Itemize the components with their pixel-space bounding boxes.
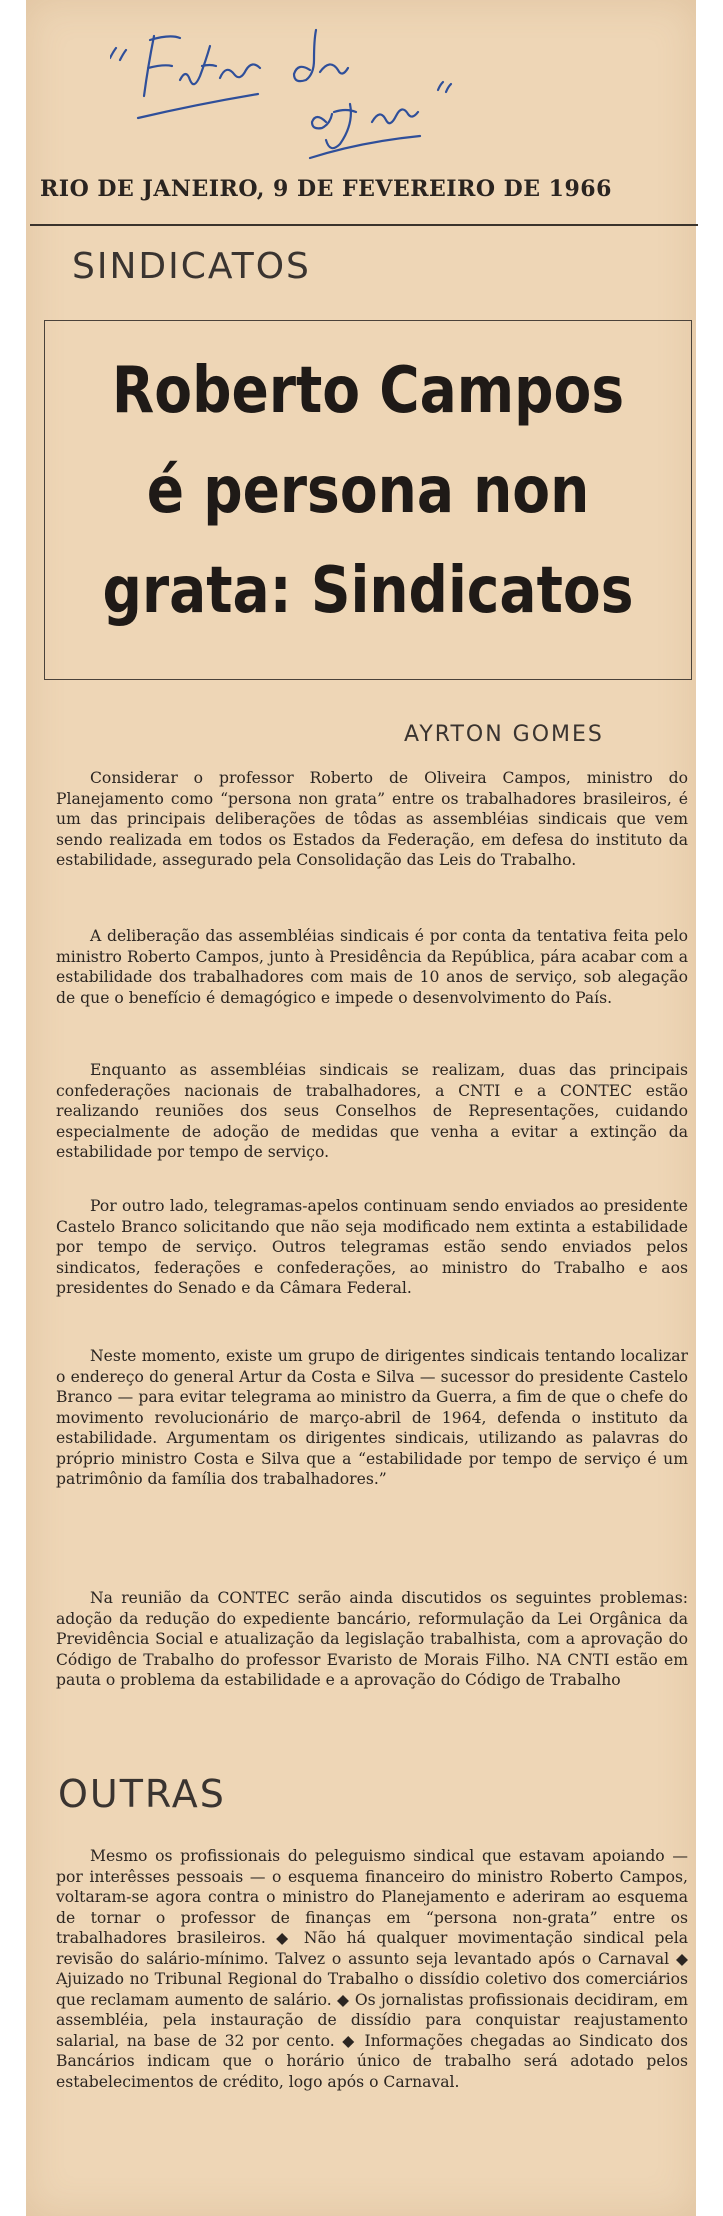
handwritten-note [110, 18, 530, 168]
headline-line-2: é persona non [146, 454, 590, 528]
dateline: RIO DE JANEIRO, 9 DE FEVEREIRO DE 1966 [40, 176, 612, 202]
svg-text:"Folha da Tarde": "Folha da Tarde" [110, 158, 192, 168]
headline-line-3: grata: Sindicatos [102, 554, 634, 628]
section-title-outras: OUTRAS [58, 1772, 226, 1816]
byline: AYRTON GOMES [404, 722, 604, 747]
outras-paragraph: Mesmo os profissionais do peleguismo sindical que estavam apoiando — por interêsses pessoais — o esquema financeiro do ministro Roberto Campos, voltaram-se agora contra o ministro do Planejamento e aderiram ao esquema de tornar o professor de finanças em “persona non-grata” entre os trabalhadores brasileiros. ◆ Não há qualquer movimentação sindical pela revisão do salário-mínimo. Talvez o assunto seja levantado após o Carnaval ◆ Ajuizado no Tribunal Regional do Trabalho o dissídio coletivo dos comerciários que reclamam aumento de salário. ◆ Os jornalistas profissionais decidiram, em assembléia, pela instauração de dissídio para conquistar reajustamento salarial, na base de 32 por cento. ◆ Informações chegadas ao Sindicato dos Bancários indicam que o horário único de trabalho será adotado pelos estabelecimentos de crédito, logo após o Carnaval. [56, 1847, 688, 2091]
paragraph-1: Considerar o professor Roberto de Oliveira Campos, ministro do Planejamento como “persona non grata” entre os trabalhadores brasileiros, é um das principais deliberações de tôdas as assembléias sindicais que vem sendo realizada em todos os Estados da Federação, em defesa do instituto da estabilidade, assegurado pela Consolidação das Leis do Trabalho. [56, 769, 688, 869]
paragraph-6: Na reunião da CONTEC serão ainda discutidos os seguintes problemas: adoção da redução do expediente bancário, reformulação da Lei Orgânica da Previdência Social e atualização da legislação trabalhista, com a aprovação do Código de Trabalho do professor Evaristo de Morais Filho. NA CNTI estão em pauta o problema da estabilidade e a aprovação do Código de Trabalho [56, 1589, 688, 1689]
paragraph-2: A deliberação das assembléias sindicais é por conta da tentativa feita pelo ministro Roberto Campos, junto à Presidência da República, pára acabar com a estabilidade dos trabalhadores com mais de 10 anos de serviço, sob alegação de que o benefício é demagógico e impede o desenvolvimento do País. [56, 927, 688, 1007]
headline-box [44, 320, 692, 680]
section-title: SINDICATOS [72, 246, 311, 287]
headline-line-1: Roberto Campos [111, 354, 625, 428]
paragraph-3: Enquanto as assembléias sindicais se realizam, duas das principais confederações nacionais de trabalhadores, a CNTI e a CONTEC estão realizando reuniões dos seus Conselhos de Representações, cuidando especialmente de adoção de medidas que venha a evitar a extinção da estabilidade por tempo de serviço. [56, 1061, 688, 1161]
dateline-rule [30, 224, 698, 226]
paragraph-5: Neste momento, existe um grupo de dirigentes sindicais tentando localizar o endereço do general Artur da Costa e Silva — sucessor do presidente Castelo Branco — para evitar telegrama ao ministro da Guerra, a fim de que o chefe do movimento revolucionário de março-abril de 1964, defenda o instituto da estabilidade. Argumentam os dirigentes sindicais, utilizando as palavras do próprio ministro Costa e Silva que a “estabilidade por tempo de serviço é um patrimônio da família dos trabalhadores.” [56, 1347, 688, 1488]
paragraph-4: Por outro lado, telegramas-apelos continuam sendo enviados ao presidente Castelo Branco solicitando que não seja modificado nem extinta a estabilidade por tempo de serviço. Outros telegramas estão sendo enviados pelos sindicatos, federações e confederações, ao ministro do Trabalho e aos presidentes do Senado e da Câmara Federal. [56, 1197, 688, 1297]
headline [90, 341, 646, 641]
